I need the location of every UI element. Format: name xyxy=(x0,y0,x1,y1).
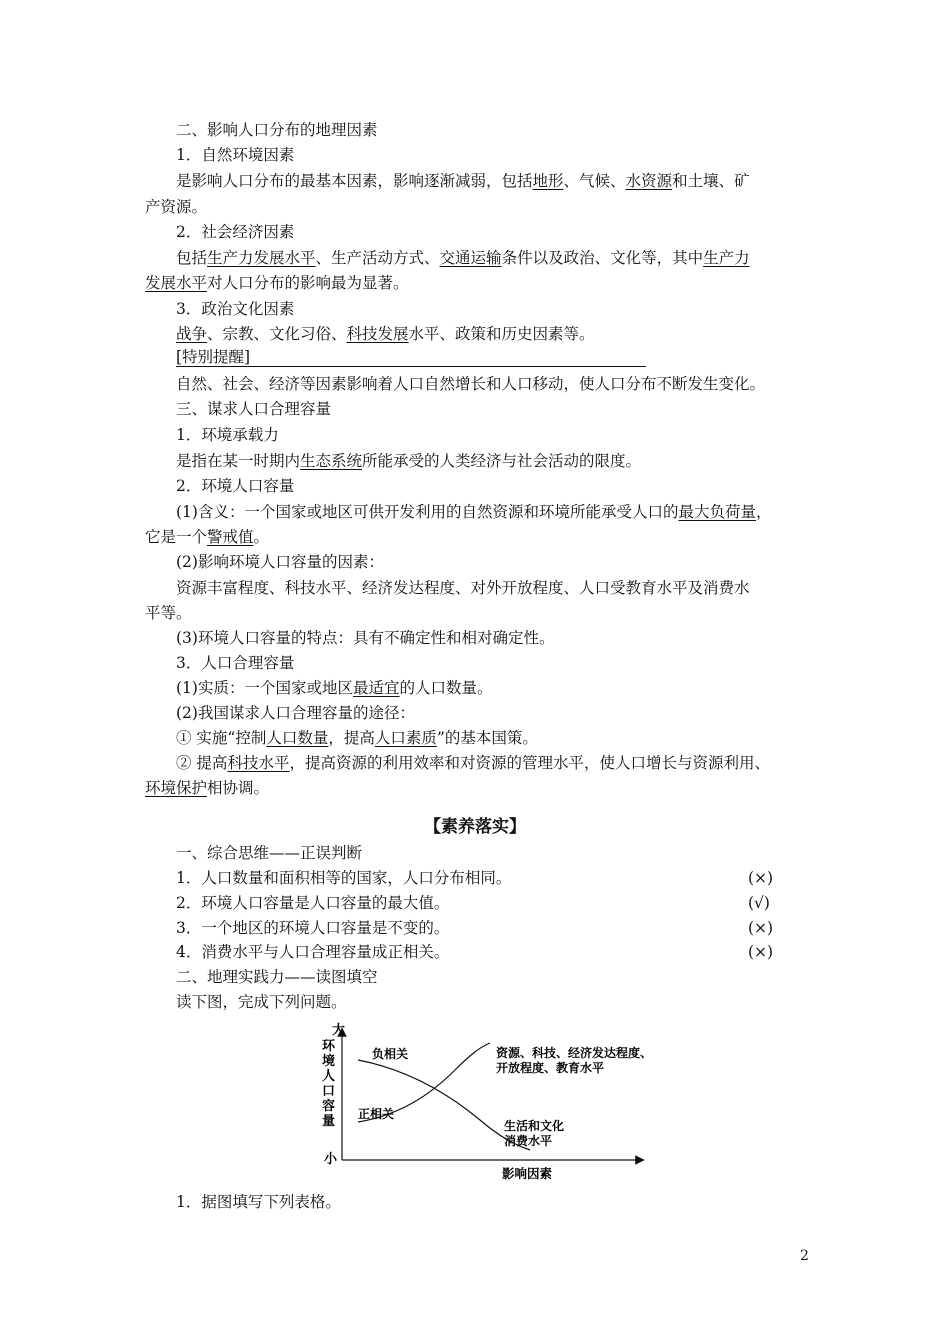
paragraph: 它是一个警戒值。 xyxy=(145,528,270,546)
paragraph: 环境保护相协调。 xyxy=(145,779,270,797)
sub-heading: 2．环境人口容量 xyxy=(176,477,295,495)
section-heading: 二、影响人口分布的地理因素 xyxy=(176,121,378,139)
section-heading: 一、综合思维——正误判断 xyxy=(176,844,363,862)
paragraph: (1)含义：一个国家或地区可供开发利用的自然资源和环境所能承受人口的最大负荷量， xyxy=(176,503,772,521)
special-reminder-label: [特别提醒] xyxy=(176,348,251,366)
answer-mark: (×) xyxy=(748,869,774,887)
y-axis-label: 容 xyxy=(322,1099,336,1114)
paragraph: 产资源。 xyxy=(145,198,208,216)
question-item: 4．消费水平与人口合理容量成正相关。 xyxy=(176,943,450,961)
paragraph: (2)影响环境人口容量的因素： xyxy=(176,553,384,571)
paragraph: 是指在某一时期内生态系统所能承受的人类经济与社会活动的限度。 xyxy=(176,452,642,470)
paragraph: 是影响人口分布的最基本因素，影响逐渐减弱，包括地形、气候、水资源和土壤、矿 xyxy=(176,172,750,190)
section-heading: 二、地理实践力——读图填空 xyxy=(176,968,378,986)
paragraph: ① 实施“控制人口数量，提高人口素质”的基本国策。 xyxy=(176,729,538,747)
positive-label: 正相关 xyxy=(358,1107,395,1121)
answer-mark: (√) xyxy=(748,894,770,912)
y-axis-label: 口 xyxy=(322,1084,336,1099)
sub-heading: 3．人口合理容量 xyxy=(176,654,295,672)
answer-mark: (×) xyxy=(748,919,774,937)
paragraph: 发展水平对人口分布的影响最为显著。 xyxy=(145,274,409,292)
y-axis-label: 环 xyxy=(322,1039,336,1054)
paragraph: 读下图，完成下列问题。 xyxy=(176,993,347,1011)
section-heading: 三、谋求人口合理容量 xyxy=(176,400,332,418)
paragraph: 自然、社会、经济等因素影响着人口自然增长和人口移动，使人口分布不断发生变化。 xyxy=(176,375,766,393)
paragraph: 平等。 xyxy=(145,604,192,622)
paragraph: ② 提高科技水平，提高资源的利用效率和对资源的管理水平，使人口增长与资源利用、 xyxy=(176,754,770,772)
answer-mark: (×) xyxy=(748,943,774,961)
page-number: 2 xyxy=(800,1248,809,1264)
positive-note: 资源、科技、经济发达程度、 xyxy=(496,1046,653,1060)
paragraph: (2)我国谋求人口合理容量的途径： xyxy=(176,704,415,722)
negative-note: 生活和文化 xyxy=(504,1119,565,1133)
y-axis-label: 境 xyxy=(322,1054,336,1069)
sub-heading: 3．政治文化因素 xyxy=(176,300,295,318)
paragraph: 1．据图填写下列表格。 xyxy=(176,1193,341,1211)
negative-note: 消费水平 xyxy=(504,1134,553,1148)
y-max-label: 大 xyxy=(332,1023,346,1038)
negative-label: 负相关 xyxy=(372,1047,409,1061)
paragraph: 资源丰富程度、科技水平、经济发达程度、对外开放程度、人口受教育水平及消费水 xyxy=(176,579,750,597)
section-banner: 【素养落实】 xyxy=(424,817,526,837)
question-item: 3．一个地区的环境人口容量是不变的。 xyxy=(176,919,450,937)
y-axis-label: 人 xyxy=(322,1069,336,1084)
positive-note: 开放程度、教育水平 xyxy=(496,1061,605,1075)
question-item: 2．环境人口容量是人口容量的最大值。 xyxy=(176,894,450,912)
y-axis-label: 量 xyxy=(322,1114,336,1129)
paragraph: (1)实质：一个国家或地区最适宜的人口数量。 xyxy=(176,679,493,697)
paragraph: 战争、宗教、文化习俗、科技发展水平、政策和历史因素等。 xyxy=(176,325,595,343)
sub-heading: 1．环境承载力 xyxy=(176,426,279,444)
sub-heading: 1．自然环境因素 xyxy=(176,146,295,164)
paragraph: 包括生产力发展水平、生产活动方式、交通运输条件以及政治、文化等，其中生产力 xyxy=(176,249,750,267)
y-min-label: 小 xyxy=(324,1152,338,1167)
sub-heading: 2．社会经济因素 xyxy=(176,223,295,241)
paragraph: (3)环境人口容量的特点：具有不确定性和相对确定性。 xyxy=(176,629,555,647)
x-axis-label: 影响因素 xyxy=(502,1166,553,1181)
question-item: 1．人口数量和面积相等的国家，人口分布相同。 xyxy=(176,869,512,887)
